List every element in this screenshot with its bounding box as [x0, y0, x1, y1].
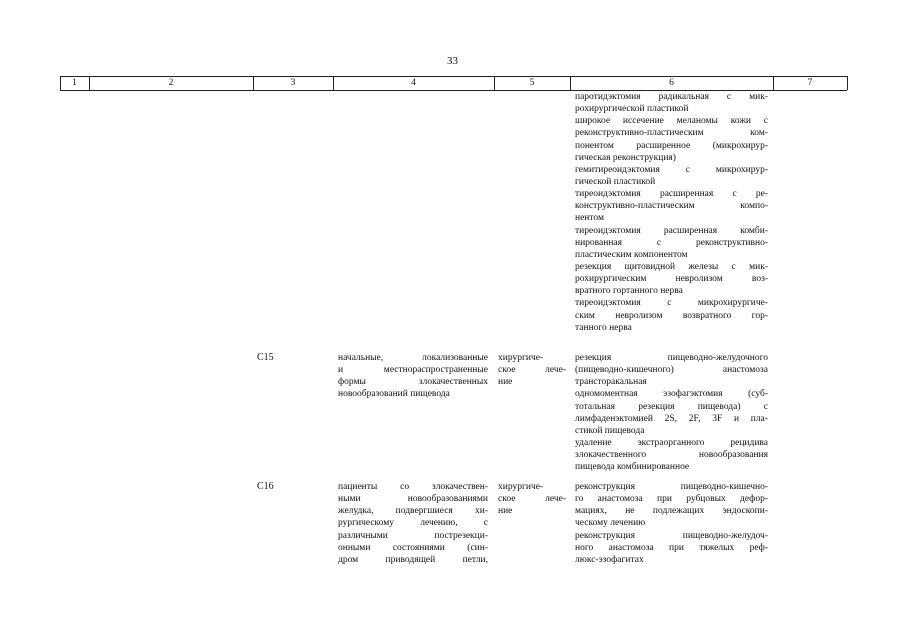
treatment-line: хирургиче-	[498, 482, 544, 492]
method-line: мациях, не подлежащих эндоскопи-	[575, 506, 768, 517]
method-line: тотальная резекция пищевода) с	[575, 401, 768, 412]
method-line: рохирургическим невролизом воз-	[575, 274, 768, 285]
method-line: одномоментная эзофагэктомия (суб-	[575, 389, 768, 400]
method-line: нированная с реконструктивно-	[575, 237, 768, 248]
treatment-line: ние	[498, 377, 513, 388]
column-number-7: 7	[807, 78, 813, 88]
treatment-type	[498, 481, 566, 517]
treatment-type	[498, 352, 566, 388]
method-line: люкс-эзофагитах	[575, 554, 644, 565]
method-line: танного нерва	[575, 322, 632, 333]
method-line: ческому лечению	[575, 518, 646, 529]
treatment-methods	[575, 481, 768, 566]
method-line: тиреоидэктомия с микрохирургиче-	[575, 298, 768, 309]
model-line: рургическому лечению, с	[338, 518, 488, 529]
method-line: (пищеводно-кишечного) анастомоза	[575, 365, 768, 376]
model-line: формы злокачественных	[338, 377, 488, 388]
column-number-3: 3	[290, 78, 296, 88]
patient-model	[338, 352, 488, 401]
method-line: гемитиреоидэктомия с микрохирур-	[575, 164, 768, 175]
method-line: резекция щитовидной железы с мик-	[575, 261, 768, 272]
method-line: ного анастомоза при тяжелых реф-	[575, 542, 768, 553]
column-number-4: 4	[411, 78, 416, 88]
method-line: тиреоидэктомия расширенная комби-	[575, 225, 768, 236]
treatment-line: ское лече-	[498, 494, 566, 505]
method-line: вратного гортанного нерва	[575, 286, 683, 297]
method-line: удаление экстраорганного рецидива	[575, 437, 768, 448]
column-number-5: 5	[529, 78, 535, 88]
model-line: желудка, подвергшиеся хи-	[338, 506, 488, 517]
method-line: гическая реконструкция)	[575, 152, 676, 163]
method-line: пластическим компонентом	[575, 249, 688, 260]
continuation-methods	[575, 91, 768, 334]
method-line: реконструкция пищеводно-желудоч-	[575, 530, 768, 541]
treatment-methods	[575, 352, 768, 473]
model-line: начальные, локализованные	[338, 353, 488, 363]
model-line: онными состояниями (син-	[338, 542, 488, 553]
treatment-line: ние	[498, 506, 513, 517]
method-line: рохирургической пластикой	[575, 104, 689, 115]
method-line: гической пластикой	[575, 176, 656, 187]
method-line: лимфаденэктомией 2S, 2F, 3F и пла-	[575, 413, 768, 424]
patient-model	[338, 481, 488, 566]
diagnosis-code: C16	[257, 481, 274, 492]
method-line: паротидэктомия радикальная с мик-	[575, 92, 768, 102]
model-line: ными новообразованиями	[338, 494, 488, 505]
method-line: реконструктивно-пластическим ком-	[575, 128, 768, 139]
column-number-2: 2	[168, 78, 174, 88]
method-line: стикой пищевода	[575, 425, 645, 436]
treatment-line: хирургиче-	[498, 353, 544, 363]
method-line: злокачественного новообразования	[575, 450, 768, 461]
method-line: конструктивно-пластическим компо-	[575, 201, 768, 212]
column-number-6: 6	[669, 78, 674, 88]
model-line: и местнораспространенные	[338, 365, 488, 376]
model-line: пациенты со злокачествен-	[338, 482, 488, 492]
method-line: резекция пищеводно-желудочного	[575, 353, 768, 363]
method-line: го анастомоза при рубцовых дефор-	[575, 494, 768, 505]
method-line: понентом расширенное (микрохирур-	[575, 140, 768, 151]
method-line: реконструкция пищеводно-кишечно-	[575, 482, 768, 492]
treatment-line: ское лече-	[498, 365, 566, 376]
model-line: различными пострезекци-	[338, 530, 488, 541]
method-line: трансторакальная	[575, 377, 647, 388]
column-number-1: 1	[72, 78, 77, 88]
model-line: дром приводящей петли,	[338, 554, 488, 565]
method-line: пищевода комбинированное	[575, 462, 690, 473]
model-line: новообразований пищевода	[338, 389, 450, 400]
diagnosis-code: C15	[257, 352, 274, 363]
method-line: тиреоидэктомия расширенная с ре-	[575, 189, 768, 200]
method-line: широкое иссечение меланомы кожи с	[575, 116, 768, 127]
column-divider	[847, 76, 848, 90]
method-line: нентом	[575, 213, 604, 224]
method-line: ским невролизом возвратного гор-	[575, 310, 768, 321]
page-number: 33	[447, 55, 458, 67]
